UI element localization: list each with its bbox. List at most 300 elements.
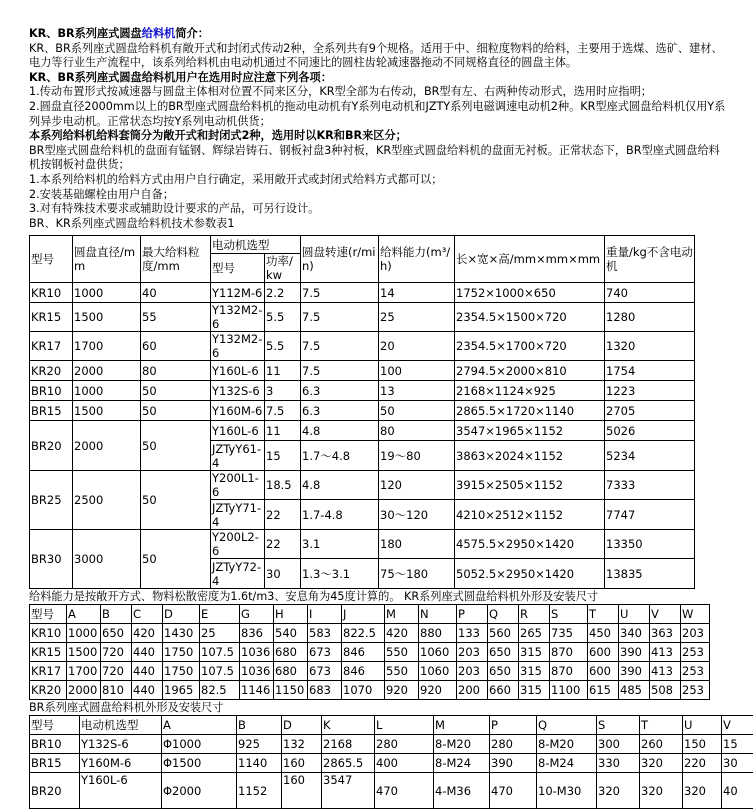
header-cell: J xyxy=(342,605,385,624)
header-cell: P xyxy=(457,605,488,624)
cell-cap: 80 xyxy=(379,421,455,441)
cell-dia: 1000 xyxy=(73,381,141,401)
header-cell: E xyxy=(200,605,240,624)
table-row xyxy=(30,643,710,662)
table-row xyxy=(30,662,710,681)
cell-gran: 60 xyxy=(141,332,211,361)
tech-params-body xyxy=(30,236,695,589)
cell-dia: 3000 xyxy=(73,530,141,589)
table-cell: 300 xyxy=(597,735,640,754)
table1-caption: BR、KR系列座式圆盘给料机技术参数表1 xyxy=(29,217,729,232)
cell-dims: 3915×2505×1152 xyxy=(455,471,605,500)
table-cell: 1750 xyxy=(163,643,200,662)
cell-gran: 50 xyxy=(141,530,211,589)
table-cell: 1100 xyxy=(550,681,588,700)
table-cell: 880 xyxy=(419,624,457,643)
intro-paragraph: KR、BR系列座式圆盘给料机有敞开式和封闭式传动2种，全系列共有9个规格。适用于中、细粒度物料的给料，主要用于选煤、选矿、建材、电力等行业生产流程中，该系列给料机由电动机通过不同速比的圆柱齿轮减速器拖动不同规格直径的圆盘主体。 xyxy=(29,42,729,71)
header-cell: K xyxy=(322,716,375,735)
table-row xyxy=(30,681,710,700)
cell-gran: 40 xyxy=(141,283,211,303)
table-row xyxy=(30,624,710,643)
cell-motor: Y160L-6 xyxy=(211,421,265,441)
cell-motor: Y200L1-6 xyxy=(211,471,265,500)
cell-model: KR15 xyxy=(30,303,73,332)
table-cell: 107.5 xyxy=(200,662,240,681)
cell-dia: 1700 xyxy=(73,332,141,361)
cell-gran: 50 xyxy=(141,381,211,401)
table-cell: 1070 xyxy=(342,681,385,700)
cell-weight: 1754 xyxy=(605,361,695,381)
table-cell: KR10 xyxy=(30,624,67,643)
header-cell: T xyxy=(640,716,683,735)
kr-dimensions-table xyxy=(29,604,710,700)
cell-model: KR17 xyxy=(30,332,73,361)
table-cell: 280 xyxy=(490,735,537,754)
cell-dia: 1500 xyxy=(73,401,141,421)
table-cell: 420 xyxy=(385,624,419,643)
cell-weight: 740 xyxy=(605,283,695,303)
header-cell: D xyxy=(163,605,200,624)
cell-cap: 19～80 xyxy=(379,441,455,471)
cell-weight: 13835 xyxy=(605,559,695,589)
cell-model: BR15 xyxy=(30,401,73,421)
table-cell: 870 xyxy=(550,643,588,662)
table-cell: KR17 xyxy=(30,662,67,681)
table-cell: 390 xyxy=(619,662,650,681)
cell-speed: 1.3～3.1 xyxy=(301,559,379,589)
cell-weight: 7333 xyxy=(605,471,695,500)
table-cell: 200 xyxy=(457,681,488,700)
header-cell: M xyxy=(385,605,419,624)
table-cell: 8-M24 xyxy=(537,754,597,773)
cell-gran: 50 xyxy=(141,421,211,471)
cell-weight: 2705 xyxy=(605,401,695,421)
table-cell: 10-M30 xyxy=(537,773,597,809)
table-cell: 390 xyxy=(619,643,650,662)
cell-power: 22 xyxy=(265,530,301,559)
table-cell: 822.5 xyxy=(342,624,385,643)
cell-model: KR10 xyxy=(30,283,73,303)
header-cell: D xyxy=(282,716,322,735)
table-cell: 203 xyxy=(681,624,710,643)
header-cell: P xyxy=(490,716,537,735)
cell-motor: Y160L-6 xyxy=(211,361,265,381)
cell-gran: 50 xyxy=(141,471,211,530)
note-2: 2.圆盘直径2000mm以上的BR型座式圆盘给料机的拖动电动机有Y系列电动机和JZTY系列电磁调速电动机2种。KR型座式圆盘给料机仅用Y系列异步电动机。正常状态均按Y系列电动机供货； xyxy=(29,100,729,129)
cell-power: 7.5 xyxy=(265,401,301,421)
table-row xyxy=(30,283,695,303)
cell-cap: 30～120 xyxy=(379,500,455,530)
table-cell: 1140 xyxy=(237,754,282,773)
table-cell: 203 xyxy=(457,662,488,681)
table-cell: 660 xyxy=(488,681,519,700)
header-cell: A xyxy=(162,716,237,735)
cell-dia: 2000 xyxy=(73,421,141,471)
table-cell: 133 xyxy=(457,624,488,643)
table-cell: 15 xyxy=(722,735,753,754)
header-cell: 型号 xyxy=(30,605,67,624)
table-cell: KR15 xyxy=(30,643,67,662)
cell-gran: 55 xyxy=(141,303,211,332)
th-weight: 重量/kg不含电动机 xyxy=(605,236,695,283)
cell-speed: 7.5 xyxy=(301,361,379,381)
table-cell: 450 xyxy=(588,624,619,643)
table-cell: 920 xyxy=(385,681,419,700)
header-cell: R xyxy=(519,605,550,624)
cell-speed: 7.5 xyxy=(301,303,379,332)
table-cell: 470 xyxy=(490,773,537,809)
table-cell: 1060 xyxy=(419,662,457,681)
table-cell: 1965 xyxy=(163,681,200,700)
table-cell: 340 xyxy=(619,624,650,643)
table-cell: BR20 xyxy=(30,773,80,809)
table-cell: 30 xyxy=(722,754,753,773)
cell-weight: 7747 xyxy=(605,500,695,530)
cell-speed: 7.5 xyxy=(301,283,379,303)
cell-speed: 6.3 xyxy=(301,401,379,421)
table-row xyxy=(30,381,695,401)
cell-dims: 1752×1000×650 xyxy=(455,283,605,303)
cell-cap: 75～180 xyxy=(379,559,455,589)
cell-power: 11 xyxy=(265,361,301,381)
cell-cap: 50 xyxy=(379,401,455,421)
table-cell: 1750 xyxy=(163,662,200,681)
table-cell: 1036 xyxy=(240,643,274,662)
table-cell: 810 xyxy=(101,681,132,700)
header-cell: S xyxy=(550,605,588,624)
table-cell: 107.5 xyxy=(200,643,240,662)
cell-dia: 1000 xyxy=(73,283,141,303)
table-row xyxy=(30,471,695,500)
table-cell: KR20 xyxy=(30,681,67,700)
cell-speed: 6.3 xyxy=(301,381,379,401)
table-cell: Φ1500 xyxy=(162,754,237,773)
table-cell: 315 xyxy=(519,662,550,681)
cell-dims: 2794.5×2000×810 xyxy=(455,361,605,381)
sleeve-heading: 本系列给料机给料套筒分为敞开式和封闭式2种，选用时以KR和BR来区分； xyxy=(29,129,729,144)
table-cell: 150 xyxy=(683,735,722,754)
header-cell: U xyxy=(683,716,722,735)
table-cell: 8-M24 xyxy=(434,754,490,773)
table-cell: 870 xyxy=(550,662,588,681)
table-cell: 390 xyxy=(490,754,537,773)
cell-motor: JZTyY71-4 xyxy=(211,500,265,530)
header-cell: B xyxy=(237,716,282,735)
table-cell: 1146 xyxy=(240,681,274,700)
table-cell: 40 xyxy=(722,773,753,809)
header-cell: B xyxy=(101,605,132,624)
cell-speed: 7.5 xyxy=(301,332,379,361)
cell-weight: 1223 xyxy=(605,381,695,401)
table-cell: 1500 xyxy=(67,643,101,662)
br-dimensions-body xyxy=(30,716,753,809)
table-cell: BR10 xyxy=(30,735,80,754)
title-prefix: KR、BR系列座式圆盘 xyxy=(29,27,142,40)
intro-title xyxy=(29,27,729,42)
table-cell: 1036 xyxy=(240,662,274,681)
table-row xyxy=(30,401,695,421)
table-cell: 320 xyxy=(640,773,683,809)
cell-dia: 2500 xyxy=(73,471,141,530)
tech-params-table xyxy=(29,235,695,589)
cell-model: BR10 xyxy=(30,381,73,401)
table-cell: 600 xyxy=(588,643,619,662)
table-row xyxy=(30,332,695,361)
cell-power: 2.2 xyxy=(265,283,301,303)
table-cell: Φ2000 xyxy=(162,773,237,809)
header-cell: U xyxy=(619,605,650,624)
cell-dims: 4575.5×2950×1420 xyxy=(455,530,605,559)
header-cell: Q xyxy=(537,716,597,735)
cell-cap: 25 xyxy=(379,303,455,332)
table-cell: 440 xyxy=(132,681,163,700)
table-cell: 2865.5 xyxy=(322,754,375,773)
header-cell: W xyxy=(681,605,710,624)
cell-motor: Y132M2-6 xyxy=(211,303,265,332)
cell-dims: 4210×2512×1152 xyxy=(455,500,605,530)
table-cell: 650 xyxy=(101,624,132,643)
cell-cap: 13 xyxy=(379,381,455,401)
table-cell: 413 xyxy=(650,643,681,662)
th-motor-model: 型号 xyxy=(211,254,265,283)
table-cell: 25 xyxy=(200,624,240,643)
table-cell: 1152 xyxy=(237,773,282,809)
table-cell: 315 xyxy=(519,643,550,662)
header-row xyxy=(30,716,753,735)
th-dims: 长×宽×高/mm×mm×mm xyxy=(455,236,605,283)
cell-dims: 2865.5×1720×1140 xyxy=(455,401,605,421)
table-cell: 560 xyxy=(488,624,519,643)
cell-gran: 80 xyxy=(141,361,211,381)
table-cell: 8-M20 xyxy=(434,735,490,754)
header-cell: L xyxy=(375,716,434,735)
table-cell: 735 xyxy=(550,624,588,643)
table-cell: Y160M-6 xyxy=(80,754,162,773)
table-cell: Φ1000 xyxy=(162,735,237,754)
table-cell: 846 xyxy=(342,643,385,662)
lining-paragraph: BR型座式圆盘给料机的盘面有锰钢、辉绿岩铸石、钢板衬盘3种衬板，KR型座式圆盘给料机的盘面无衬板。正常状态下，BR型座式圆盘给料机按钢板衬盘供货； xyxy=(29,144,729,173)
header-cell: S xyxy=(597,716,640,735)
cell-gran: 50 xyxy=(141,401,211,421)
table-cell: 508 xyxy=(650,681,681,700)
th-granularity: 最大给料粒度/mm xyxy=(141,236,211,283)
header-cell: M xyxy=(434,716,490,735)
table-cell: 1150 xyxy=(274,681,308,700)
cell-motor: Y160M-6 xyxy=(211,401,265,421)
table-cell: 650 xyxy=(488,643,519,662)
table-row xyxy=(30,773,753,809)
cell-speed: 1.7～4.8 xyxy=(301,441,379,471)
cell-motor: Y200L2-6 xyxy=(211,530,265,559)
cell-model: BR30 xyxy=(30,530,73,589)
table-row xyxy=(30,735,753,754)
table-cell: 920 xyxy=(419,681,457,700)
cell-model: KR20 xyxy=(30,361,73,381)
header-cell: 型号 xyxy=(30,716,80,735)
table-cell: 315 xyxy=(519,681,550,700)
item-2: 2.安装基础螺栓由用户自备； xyxy=(29,188,729,203)
notes-heading: KR、BR系列座式圆盘给料机用户在选用时应注意下列各项： xyxy=(29,71,729,86)
table-cell: 680 xyxy=(274,662,308,681)
cell-power: 30 xyxy=(265,559,301,589)
header-cell: 电动机选型 xyxy=(80,716,162,735)
table-cell: 265 xyxy=(519,624,550,643)
table-cell: 440 xyxy=(132,662,163,681)
cell-weight: 1280 xyxy=(605,303,695,332)
cell-speed: 4.8 xyxy=(301,421,379,441)
header-row xyxy=(30,605,710,624)
table-cell: 836 xyxy=(240,624,274,643)
table-row xyxy=(30,361,695,381)
header-cell: C xyxy=(132,605,163,624)
table-cell: 82.5 xyxy=(200,681,240,700)
table-cell: 1000 xyxy=(67,624,101,643)
table-cell: 413 xyxy=(650,662,681,681)
table-cell: 540 xyxy=(274,624,308,643)
header-cell: N xyxy=(419,605,457,624)
header-cell: V xyxy=(650,605,681,624)
table-cell: 680 xyxy=(274,643,308,662)
table-row xyxy=(30,754,753,773)
table-cell: 132 xyxy=(282,735,322,754)
table-cell: 720 xyxy=(101,643,132,662)
table-cell: 1430 xyxy=(163,624,200,643)
header-cell: Q xyxy=(488,605,519,624)
br-dimensions-table xyxy=(29,715,753,809)
table-row xyxy=(30,530,695,559)
cell-cap: 120 xyxy=(379,471,455,500)
cell-dims: 2354.5×1700×720 xyxy=(455,332,605,361)
cell-power: 11 xyxy=(265,421,301,441)
cell-weight: 5026 xyxy=(605,421,695,441)
cell-power: 15 xyxy=(265,441,301,471)
cell-cap: 14 xyxy=(379,283,455,303)
cell-weight: 5234 xyxy=(605,441,695,471)
cell-model: BR20 xyxy=(30,421,73,471)
cell-dims: 3547×1965×1152 xyxy=(455,421,605,441)
table-cell: Y132S-6 xyxy=(80,735,162,754)
table2-caption: 给料能力是按敞开方式、物料松散密度为1.6t/m3、安息角为45度计算的。 KR系列座式圆盘给料机外形及安装尺寸 xyxy=(29,589,729,604)
table-cell: 583 xyxy=(308,624,342,643)
feeder-link[interactable]: 给料机 xyxy=(142,27,176,40)
table-cell: 600 xyxy=(588,662,619,681)
cell-model: BR25 xyxy=(30,471,73,530)
table-cell: 1700 xyxy=(67,662,101,681)
table-cell: 3547 xyxy=(322,773,375,809)
title-suffix: 简介： xyxy=(175,27,209,40)
cell-dims: 2168×1124×925 xyxy=(455,381,605,401)
table-cell: 160 xyxy=(282,754,322,773)
cell-dia: 1500 xyxy=(73,303,141,332)
cell-motor: Y112M-6 xyxy=(211,283,265,303)
cell-dims: 3863×2024×1152 xyxy=(455,441,605,471)
table-cell: 4-M36 xyxy=(434,773,490,809)
table-cell: 673 xyxy=(308,662,342,681)
table-cell: 203 xyxy=(457,643,488,662)
table-cell: 253 xyxy=(681,643,710,662)
header-cell: H xyxy=(274,605,308,624)
table-cell: Y160L-6 xyxy=(80,773,162,809)
cell-cap: 100 xyxy=(379,361,455,381)
header-cell: V xyxy=(722,716,753,735)
cell-motor: Y132M2-6 xyxy=(211,332,265,361)
table-cell: 550 xyxy=(385,643,419,662)
header-cell: A xyxy=(67,605,101,624)
cell-dims: 5052.5×2950×1420 xyxy=(455,559,605,589)
cell-weight: 13350 xyxy=(605,530,695,559)
cell-cap: 180 xyxy=(379,530,455,559)
table-cell: 440 xyxy=(132,643,163,662)
item-1: 1.本系列给料机的给料方式由用户自行确定，采用敞开式或封闭式给料方式都可以； xyxy=(29,173,729,188)
cell-power: 22 xyxy=(265,500,301,530)
cell-power: 5.5 xyxy=(265,303,301,332)
document xyxy=(29,27,729,809)
note-1: 1.传动布置形式按减速器与圆盘主体相对位置不同来区分，KR型全部为右传动，BR型有左、右两种传动形式，选用时应指明； xyxy=(29,85,729,100)
table-cell: 260 xyxy=(640,735,683,754)
table-cell: 160 xyxy=(282,773,322,809)
item-3: 3.对有特殊技术要求或辅助设计要求的产品，可另行设计。 xyxy=(29,202,729,217)
table-row xyxy=(30,421,695,441)
header-cell: I xyxy=(308,605,342,624)
cell-cap: 20 xyxy=(379,332,455,361)
table-cell: 253 xyxy=(681,662,710,681)
table-cell: 2000 xyxy=(67,681,101,700)
table-cell: 550 xyxy=(385,662,419,681)
table-cell: 1060 xyxy=(419,643,457,662)
table-cell: 320 xyxy=(640,754,683,773)
cell-speed: 4.8 xyxy=(301,471,379,500)
table-cell: 363 xyxy=(650,624,681,643)
cell-motor: Y132S-6 xyxy=(211,381,265,401)
table-cell: 673 xyxy=(308,643,342,662)
cell-motor: JZTyY72-4 xyxy=(211,559,265,589)
table-cell: 485 xyxy=(619,681,650,700)
table-cell: 420 xyxy=(132,624,163,643)
table-cell: 8-M20 xyxy=(537,735,597,754)
cell-motor: JZTyY61-4 xyxy=(211,441,265,471)
table-cell: 470 xyxy=(375,773,434,809)
table-cell: 650 xyxy=(488,662,519,681)
table-cell: 925 xyxy=(237,735,282,754)
th-motor: 电动机选型 xyxy=(211,236,301,254)
table-cell: BR15 xyxy=(30,754,80,773)
table-cell: 253 xyxy=(681,681,710,700)
table-cell: 280 xyxy=(375,735,434,754)
th-motor-power: 功率/kw xyxy=(265,254,301,283)
cell-power: 18.5 xyxy=(265,471,301,500)
table-cell: 2168 xyxy=(322,735,375,754)
header-cell: G xyxy=(240,605,274,624)
table3-caption: BR系列座式圆盘给料机外形及安装尺寸 xyxy=(29,700,729,715)
header-cell: T xyxy=(588,605,619,624)
cell-speed: 1.7-4.8 xyxy=(301,500,379,530)
table-cell: 220 xyxy=(683,754,722,773)
cell-dims: 2354.5×1500×720 xyxy=(455,303,605,332)
table-cell: 320 xyxy=(597,773,640,809)
table-cell: 330 xyxy=(597,754,640,773)
th-capacity: 给料能力(m³/h) xyxy=(379,236,455,283)
th-diameter: 圆盘直径/mm xyxy=(73,236,141,283)
th-model: 型号 xyxy=(30,236,73,283)
table-cell: 683 xyxy=(308,681,342,700)
cell-weight: 1320 xyxy=(605,332,695,361)
cell-power: 3 xyxy=(265,381,301,401)
table-cell: 846 xyxy=(342,662,385,681)
kr-dimensions-body xyxy=(30,605,710,700)
table-row xyxy=(30,303,695,332)
table-cell: 720 xyxy=(101,662,132,681)
table-cell: 400 xyxy=(375,754,434,773)
